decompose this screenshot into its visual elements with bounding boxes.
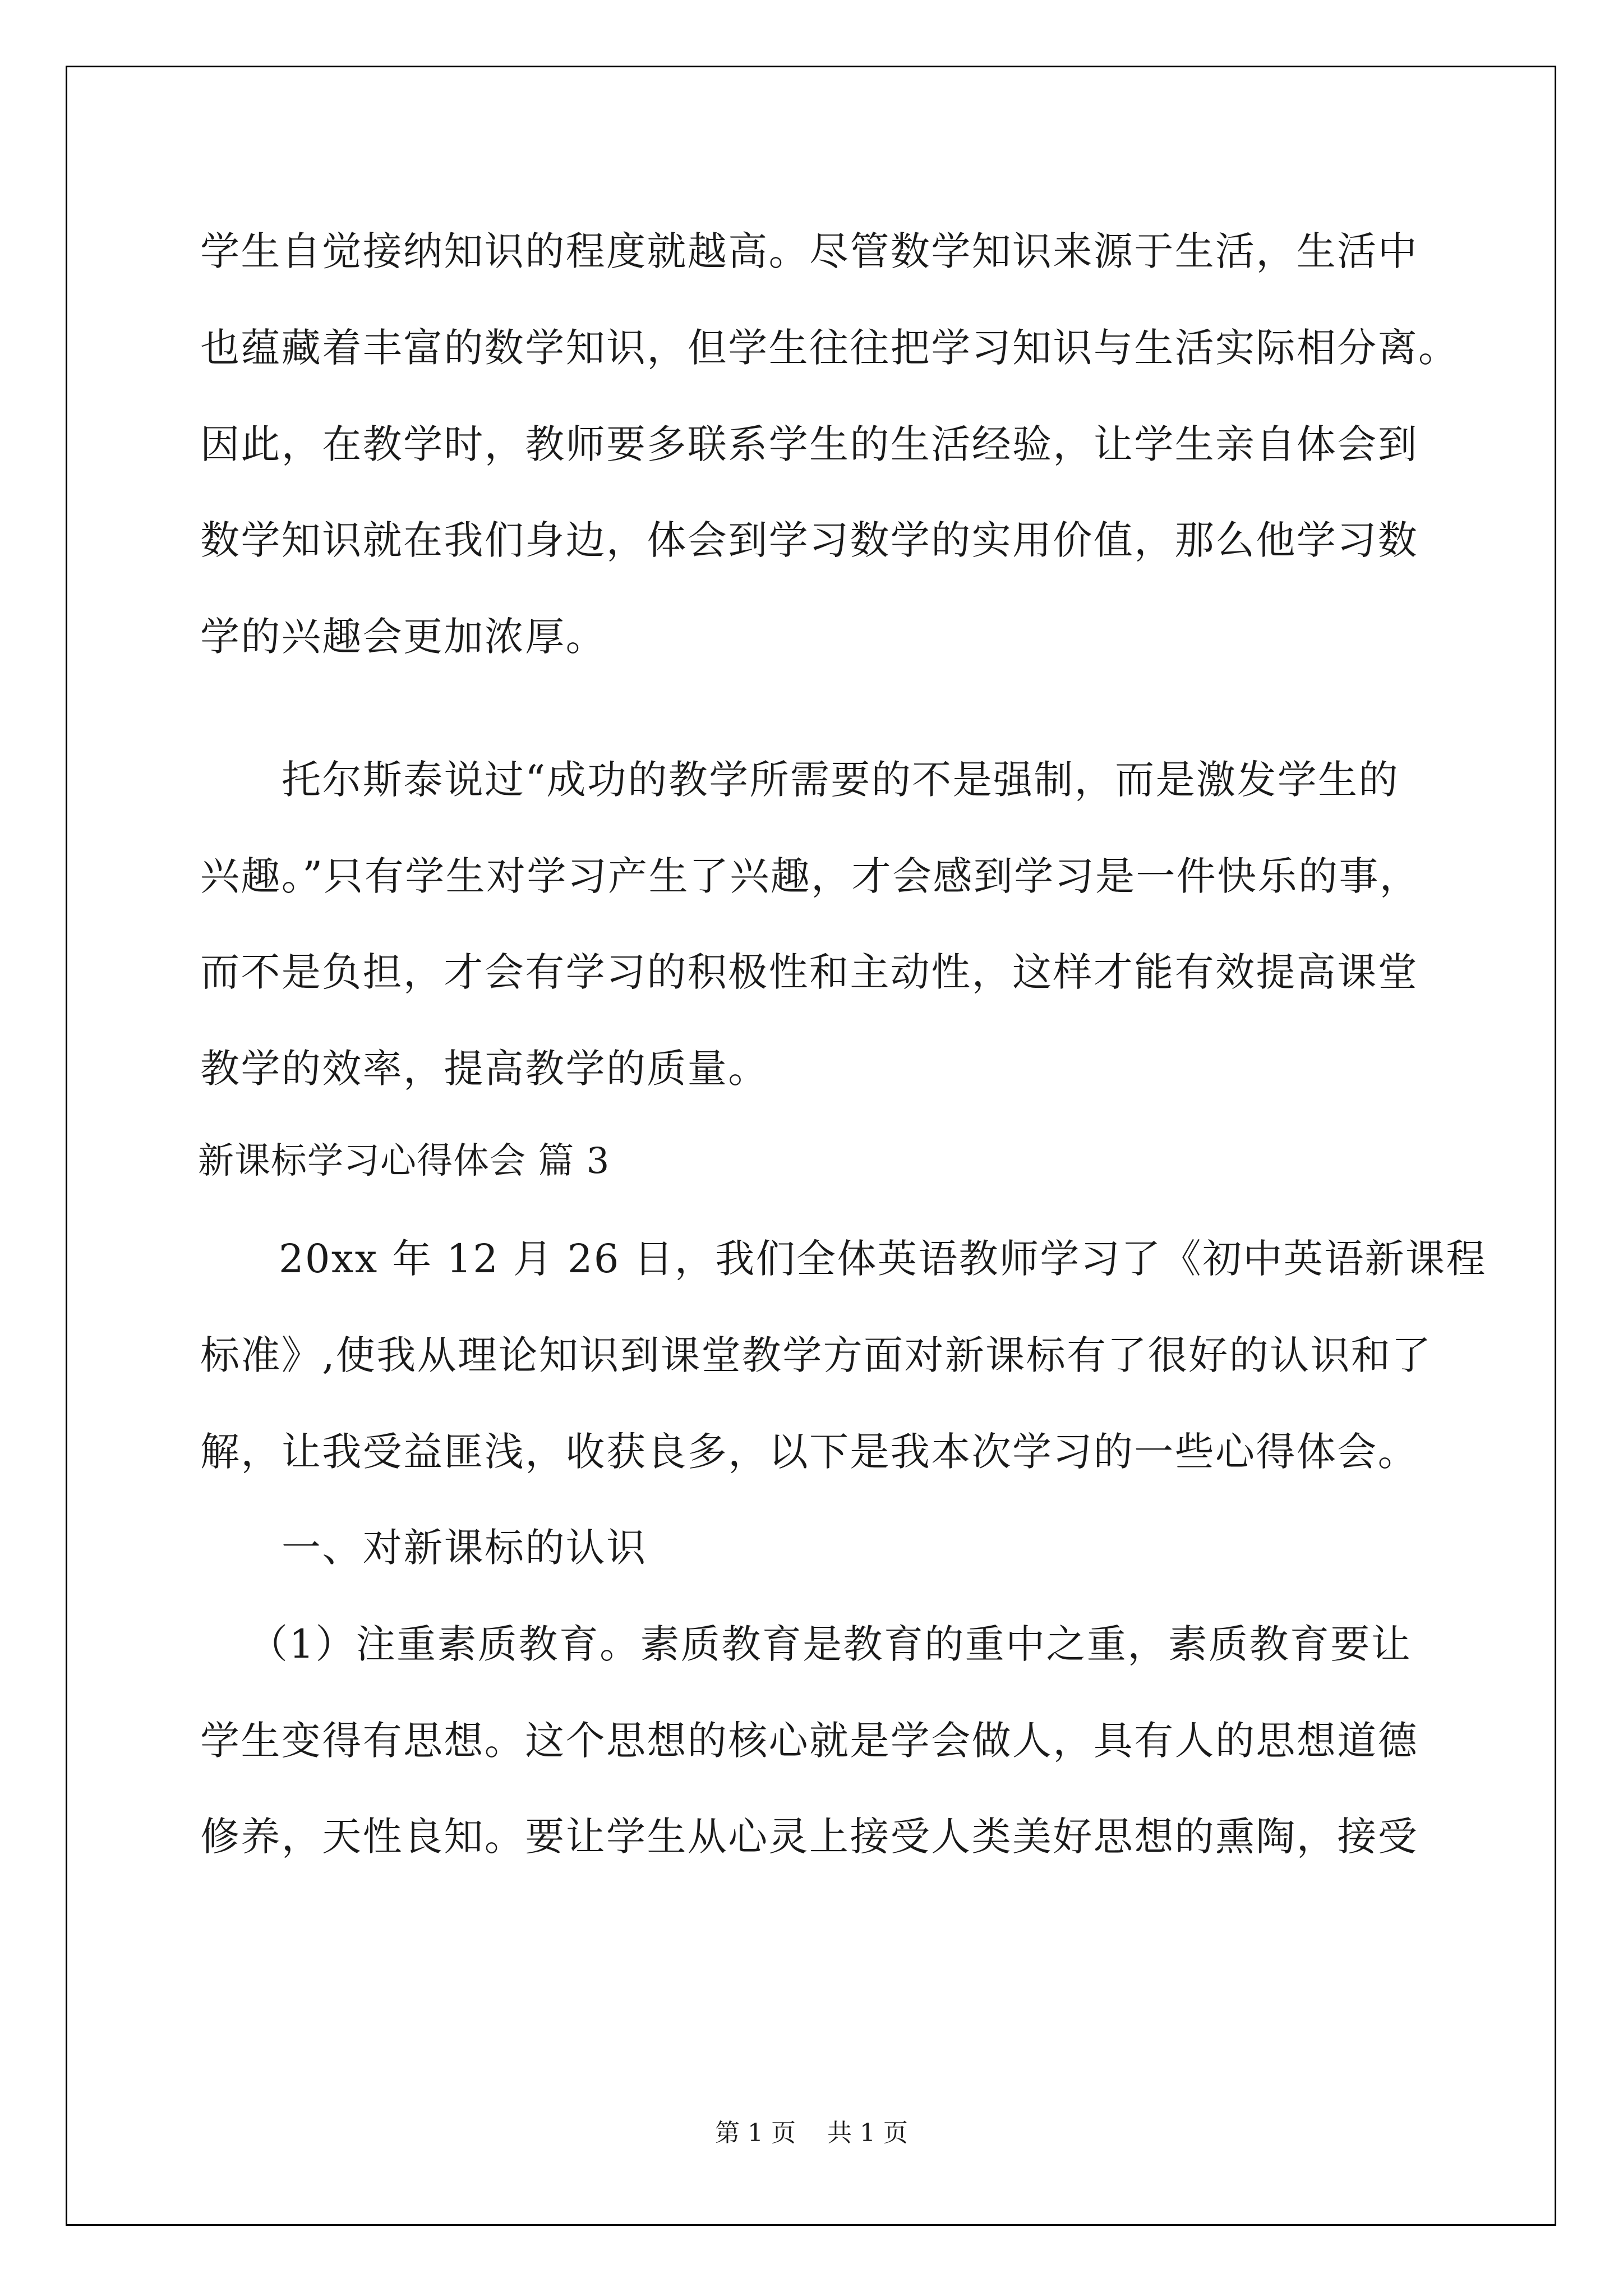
body-line: 20xx 年 12 月 26 日，我们全体英语教师学习了《初中英语新课程 <box>279 1236 1487 1282</box>
body-line: 学生变得有思想。这个思想的核心就是学会做人，具有人的思想道德 <box>200 1718 1418 1764</box>
body-line: （1）注重素质教育。素质教育是教育的重中之重，素质教育要让 <box>248 1621 1412 1667</box>
section-heading: 新课标学习心得体会 篇 3 <box>198 1140 610 1182</box>
body-line: 数学知识就在我们身边，体会到学习数学的实用价值，那么他学习数 <box>200 517 1418 563</box>
page-footer: 第 1 页 共 1 页 <box>715 2119 908 2147</box>
body-line: 而不是负担，才会有学习的积极性和主动性，这样才能有效提高课堂 <box>200 949 1418 995</box>
body-line: 兴趣。”只有学生对学习产生了兴趣，才会感到学习是一件快乐的事， <box>200 853 1421 899</box>
body-line: 修养，天性良知。要让学生从心灵上接受人类美好思想的熏陶，接受 <box>200 1814 1418 1860</box>
body-line: 标准》,使我从理论知识到课堂教学方面对新课标有了很好的认识和了 <box>200 1332 1432 1378</box>
body-line: 一、对新课标的认识 <box>282 1525 647 1571</box>
body-line: 也蕴藏着丰富的数学知识，但学生往往把学习知识与生活实际相分离。 <box>200 325 1459 371</box>
body-line: 托尔斯泰说过“成功的教学所需要的不是强制，而是激发学生的 <box>282 757 1399 803</box>
body-line: 教学的效率，提高教学的质量。 <box>200 1046 769 1092</box>
body-line: 解，让我受益匪浅，收获良多，以下是我本次学习的一些心得体会。 <box>200 1429 1418 1475</box>
body-line: 因此，在教学时，教师要多联系学生的生活经验，让学生亲自体会到 <box>200 421 1418 467</box>
body-line: 学的兴趣会更加浓厚。 <box>200 614 606 660</box>
body-line: 学生自觉接纳知识的程度就越高。尽管数学知识来源于生活，生活中 <box>200 228 1418 274</box>
